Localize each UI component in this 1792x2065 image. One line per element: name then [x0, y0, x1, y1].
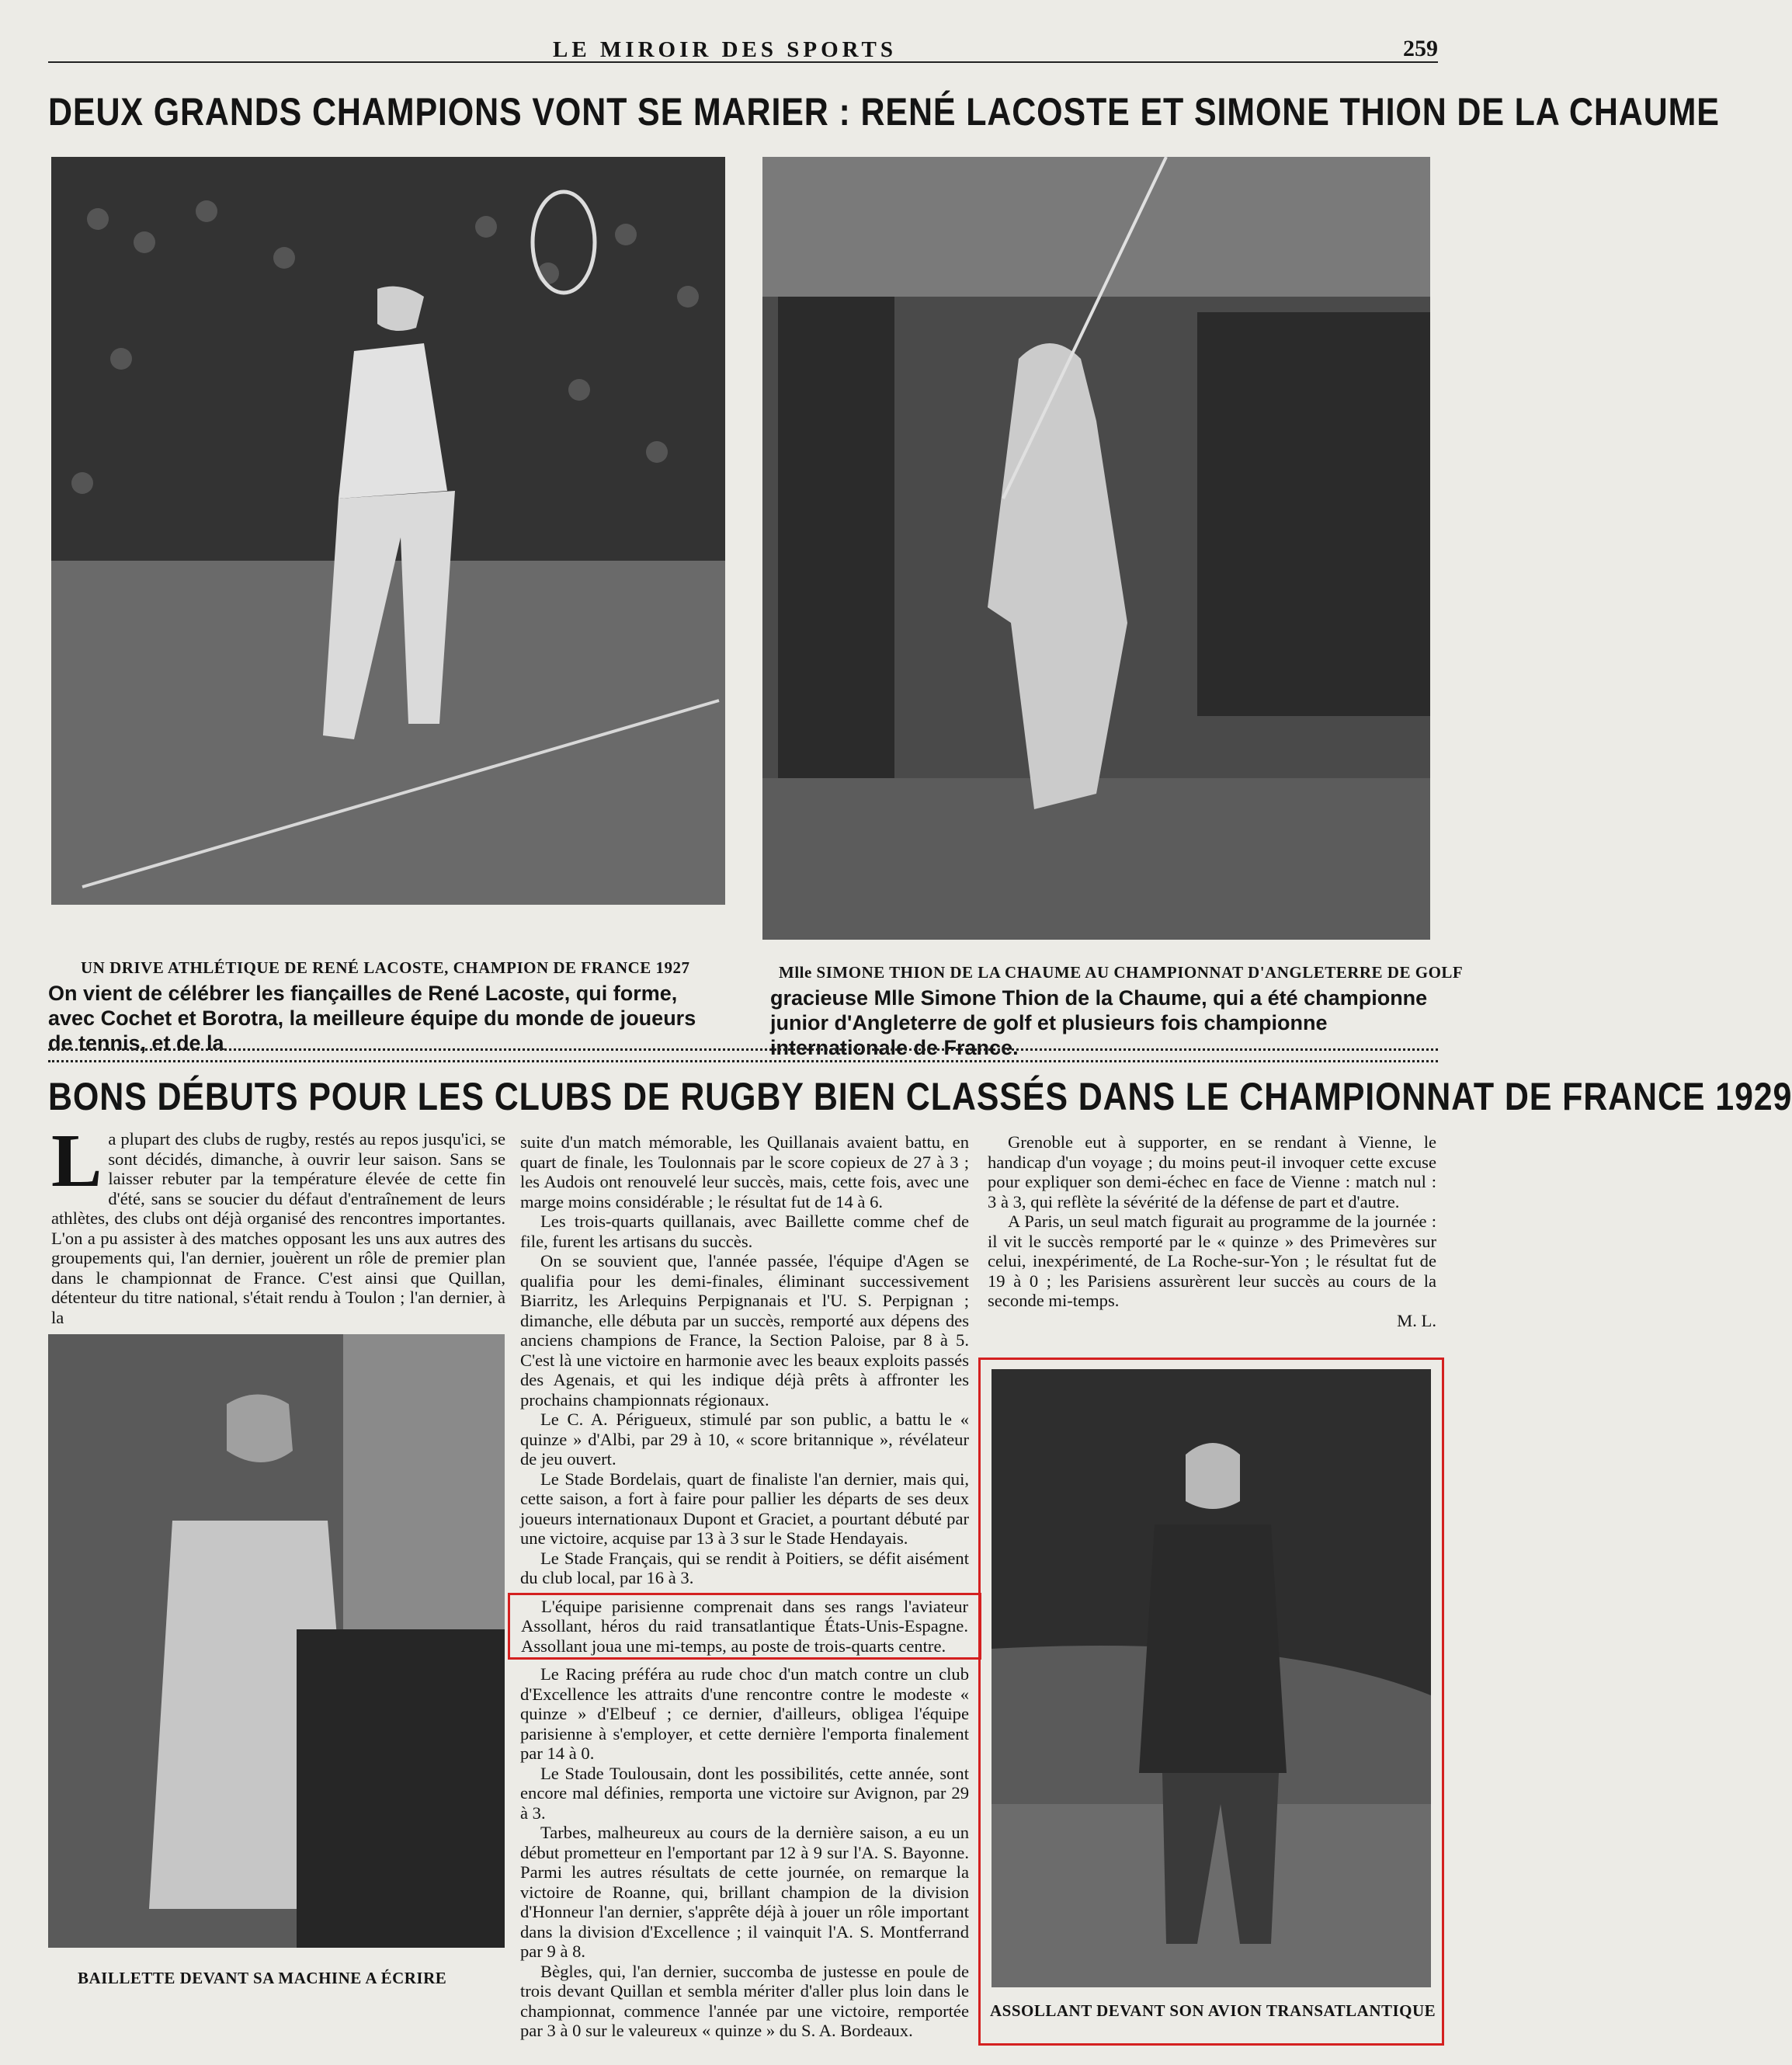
col2-paragraph: Bègles, qui, l'an dernier, succomba de justesse en poule de trois devant Quillan et sembla mériter d'aller plus loin dans le championnat, commence l'année par une victoire, remportée par 3 à 0 sur le valeureux « quinze » du S. A. Bordeaux.	[520, 1961, 969, 2040]
col2-paragraph: On se souvient que, l'année passée, l'équipe d'Agen se qualifia pour les demi-finales, éliminant successivement Biarritz, les Arlequins Perpignanais et l'U. S. Perpignan ; dimanche, elle débuta par un succès, remporté aux dépens des anciens champions de France, la Section Paloise, par 8 à 5. C'est là une victoire en harmonie avec les beaux exploits passés des Agenais, et qui les indique déjà prêts à affronter les prochains championnats régionaux.	[520, 1251, 969, 1410]
col3-paragraph: A Paris, un seul match figurait au programme de la journée : il vit le succès remporté par le « quinze » des Primevères sur celui, inexpérimenté, de La Roche-sur-Yon ; le résultat fut de 19 à 0 ; les Parisiens assurèrent leur succès au cours de la seconde mi-temps.	[988, 1212, 1436, 1310]
top-headline: DEUX GRANDS CHAMPIONS VONT SE MARIER : RENÉ LACOSTE ET SIMONE THION DE LA CHAUME	[48, 90, 1720, 134]
col2-paragraph: Le Stade Toulousain, dont les possibilités, cette année, sont encore mal définies, remporta une victoire sur Avignon, par 29 à 3.	[520, 1763, 969, 1823]
section-divider	[48, 1048, 1438, 1062]
assollant-photo-caption: ASSOLLANT DEVANT SON AVION TRANSATLANTIQUE	[990, 2001, 1436, 2020]
assollant-photo	[992, 1369, 1431, 1987]
rugby-column-1	[51, 1119, 505, 1327]
col2-paragraph: Le Stade Bordelais, quart de finaliste l'an dernier, mais qui, cette saison, a fort à faire pour pallier les départs de ses deux joueurs internationaux Dupont et Graciet, a pourtant débuté par une victoire, acquise par 13 à 3 sur le Stade Hendayais.	[520, 1469, 969, 1548]
lacoste-tennis-photo	[51, 157, 725, 905]
assollant-highlight-text: L'équipe parisienne comprenait dans ses rangs l'aviateur Assollant, héros du raid transatlantique États-Unis-Espagne. Assollant joua une mi-temps, au poste de trois-quarts centre.	[521, 1596, 968, 1656]
col2-paragraph: Le Stade Français, qui se rendit à Poitiers, se défit aisément du club local, par 16 à 3.	[520, 1548, 969, 1587]
masthead-rule	[48, 61, 1438, 63]
thion-golf-photo	[762, 157, 1430, 940]
engagement-text-right: gracieuse Mlle Simone Thion de la Chaume, qui a été championne junior d'Angleterre de golf et plusieurs fois championne internationale de France.	[770, 986, 1428, 1059]
col2-paragraph: Les trois-quarts quillanais, avec Baillette comme chef de file, furent les artisans du succès.	[520, 1212, 969, 1251]
col2-paragraph: Tarbes, malheureux au cours de la dernière saison, a eu un début prometteur en l'emportant par 12 à 9 sur l'A. S. Bayonne. Parmi les autres résultats de cette journée, on remarque la victoire de Roanne, qui, brillant champion de la division d'Honneur l'an dernier, s'apprête déjà à jouer un rôle important dans la division d'Excellence ; il vainquit l'A. S. Montferrand par 9 à 8.	[520, 1823, 969, 1961]
rugby-headline: BONS DÉBUTS POUR LES CLUBS DE RUGBY BIEN CLASSÉS DANS LE CHAMPIONNAT DE FRANCE 1929	[48, 1075, 1792, 1118]
col2-paragraph: suite d'un match mémorable, les Quillanais avaient battu, en quart de finale, les Toulonnais par le score copieux de 27 à 3 ; les Audois ont renouvelé leur succès, mais, cette fois, avec une marge moins considérable ; le résultat fut de 14 à 6.	[520, 1132, 969, 1212]
dropcap: L	[51, 1119, 102, 1203]
col2-paragraph: Le C. A. Périgueux, stimulé par son public, a battu le « quinze » d'Albi, par 29 à 10, « score britannique », révélateur de jeu ouvert.	[520, 1410, 969, 1469]
baillette-photo	[48, 1334, 505, 1948]
article-signature: M. L.	[1397, 1310, 1436, 1330]
rugby-intro-paragraph: a plupart des clubs de rugby, restés au repos jusqu'ici, se sont décidés, dimanche, à ouvrir leur saison. Sans se laisser rebuter par la température élevée de cette fin d'été, sans se soucier du défaut d'entraînement de leurs athlètes, des clubs ont déjà organisé des rencontres importantes. L'on a pu assister à des matches opposant les uns aux autres des groupements qui, l'an dernier, jouèrent un rôle de premier plan dans le championnat de France. C'est ainsi que Quillan, détenteur du titre national, s'était rendu à Toulon ; l'an dernier, à la	[51, 1129, 505, 1327]
col3-paragraph: Grenoble eut à supporter, en se rendant à Vienne, le handicap d'un voyage ; du moins peut-il invoquer cette excuse pour expliquer son demi-échec en face de Vienne : match nul : 3 à 3, qui reflète la sévérité de la défense de part et d'autre.	[988, 1132, 1436, 1212]
col2-paragraph: Le Racing préféra au rude choc d'un match contre un club d'Excellence les attraits d'une rencontre contre le modeste « quinze » d'Elbeuf ; ce dernier, d'ailleurs, obligea l'équipe parisienne à s'employer, et cette dernière l'emporta finalement par 14 à 0.	[520, 1664, 969, 1763]
rugby-column-2	[520, 1132, 969, 2041]
publication-title: LE MIROIR DES SPORTS	[553, 37, 898, 62]
assollant-photo-frame	[978, 1358, 1444, 2046]
engagement-text-left: On vient de célébrer les fiançailles de René Lacoste, qui forme, avec Cochet et Borotra, la meilleure équipe du monde de joueurs de tennis, et de la	[48, 982, 696, 1055]
masthead	[48, 37, 1438, 62]
page-number: 259	[1403, 36, 1438, 61]
lacoste-photo-caption: UN DRIVE ATHLÉTIQUE DE RENÉ LACOSTE, CHAMPION DE FRANCE 1927	[81, 958, 690, 977]
assollant-highlight-box	[508, 1593, 981, 1660]
rugby-column-3	[988, 1132, 1436, 1330]
baillette-photo-caption: BAILLETTE DEVANT SA MACHINE A ÉCRIRE	[78, 1969, 447, 1987]
thion-photo-caption: Mlle SIMONE THION DE LA CHAUME AU CHAMPIONNAT D'ANGLETERRE DE GOLF	[779, 963, 1464, 982]
